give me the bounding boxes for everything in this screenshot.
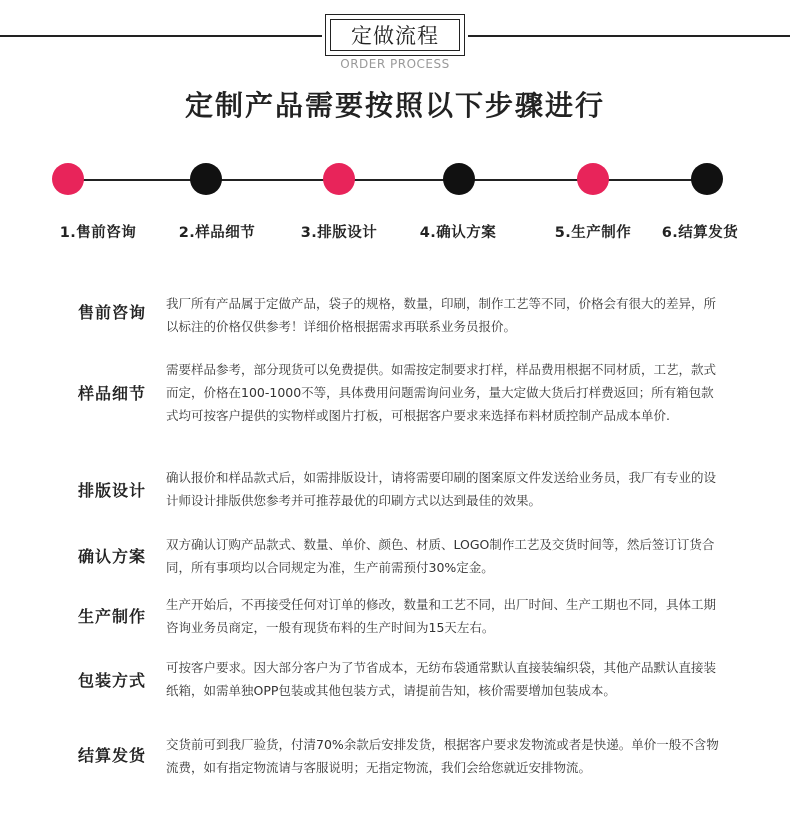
detail-title: 结算发货 [78,746,147,765]
header-divider-left [0,35,322,37]
detail-text: 我厂所有产品属于定做产品，袋子的规格，数量，印刷，制作工艺等不同，价格会有很大的差异，所以标注的价格仅供参考！详细价格根据需求再联系业务员报价。 [166,296,717,334]
step-dot-3 [323,163,355,195]
step-dot-1 [52,163,84,195]
detail-text: 确认报价和样品款式后，如需排版设计，请将需要印刷的图案原文件发送给业务员，我厂有专业的设计师设计排版供您参考并可推荐最优的印刷方式以达到最佳的效果。 [166,470,717,508]
headline: 定制产品需要按照以下步骤进行 [184,89,605,122]
step-label-3: 3.排版设计 [300,225,378,241]
title-frame [325,14,465,56]
step-label-5: 5.生产制作 [554,225,632,241]
detail-title: 确认方案 [78,547,147,566]
step-dot-4 [443,163,475,195]
detail-text: 可按客户要求。因大部分客户为了节省成本，无纺布袋通常默认直接装编织袋，其他产品默认直接装纸箱，如需单独OPP包装或其他包装方式，请提前告知，核价需要增加包装成本。 [166,660,717,698]
detail-title: 包装方式 [78,671,147,690]
page-subtitle: ORDER PROCESS [340,57,450,71]
detail-text: 双方确认订购产品款式、数量、单价、颜色、材质、LOGO制作工艺及交货时间等，然后签订订货合同，所有事项均以合同规定为准，生产前需预付30%定金。 [166,537,715,575]
detail-text: 需要样品参考，部分现货可以免费提供。如需按定制要求打样，样品费用根据不同材质，工艺，款式而定，价格在100-1000不等，具体费用问题需询问业务，量大定做大货后打样费返回；所有箱包款式均可按客户提供的实物样或图片打板，可根据客户要求来选择布料材质控制产品成本单价. [166,362,717,423]
detail-text: 交货前可到我厂验货，付清70%余款后安排发货，根据客户要求发物流或者是快递。单价一般不含物流费，如有指定物流请与客服说明；无指定物流，我们会给您就近安排物流。 [166,737,719,775]
page-title: 定做流程 [330,19,460,51]
header-divider-right [468,35,790,37]
step-dot-5 [577,163,609,195]
detail-title: 生产制作 [78,607,147,626]
detail-title: 排版设计 [78,481,147,500]
step-label-1: 1.售前咨询 [59,225,137,241]
detail-title: 售前咨询 [78,303,147,322]
step-label-4: 4.确认方案 [419,225,497,241]
step-label-2: 2.样品细节 [178,225,256,241]
detail-title: 样品细节 [78,384,147,403]
step-dot-6 [691,163,723,195]
step-label-6: 6.结算发货 [661,225,739,241]
step-dot-2 [190,163,222,195]
timeline-track [68,179,708,181]
detail-text: 生产开始后，不再接受任何对订单的修改，数量和工艺不同，出厂时间、生产工期也不同，具体工期咨询业务员商定，一般有现货布料的生产时间为15天左右。 [166,597,717,635]
